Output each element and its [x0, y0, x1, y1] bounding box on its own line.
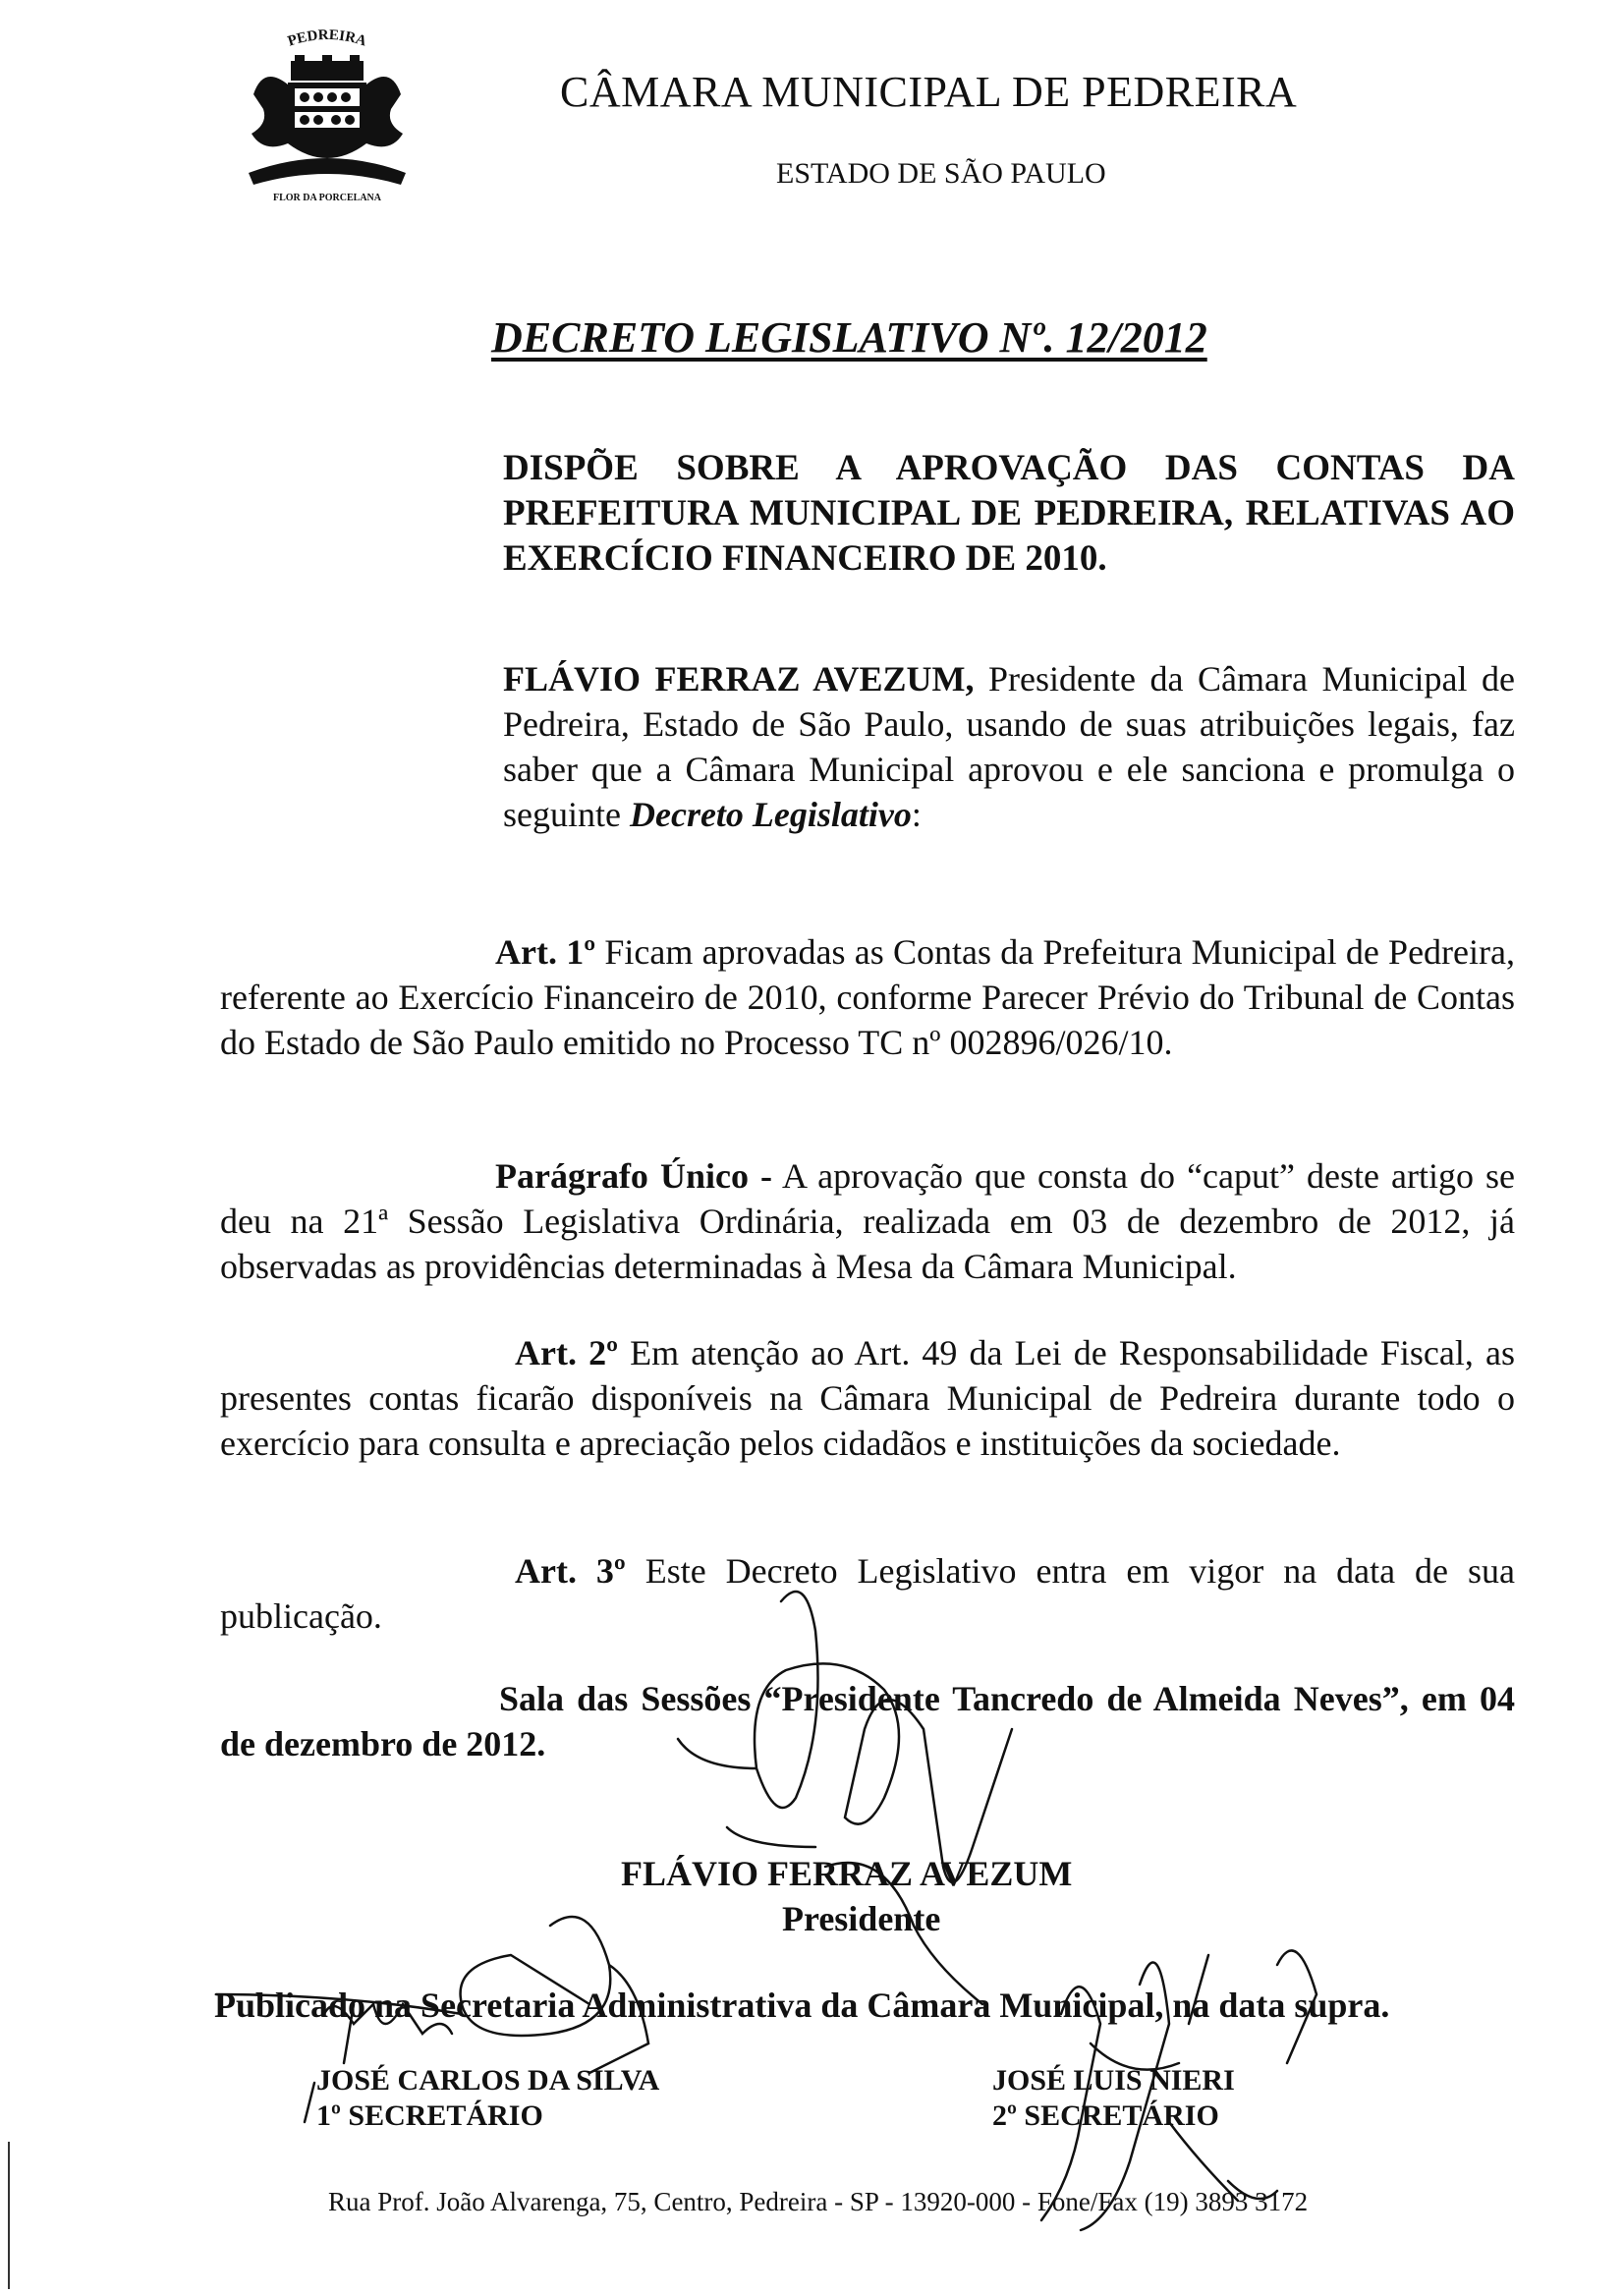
article-3 [220, 1548, 1515, 1639]
article-3-text: Este Decreto Legislativo entra em vigor na data de sua publicação. [220, 1551, 1515, 1636]
article-3-label: Art. 3º [515, 1551, 626, 1591]
intro-text: Presidente da Câmara Municipal de Pedreira, Estado de São Paulo, usando de suas atribuições legais, faz saber que a Câmara Municipal aprovou e ele sanciona e promulga o seguinte [503, 659, 1515, 834]
article-1-text: Ficam aprovadas as Contas da Prefeitura Municipal de Pedreira, referente ao Exercício Financeiro de 2010, conforme Parecer Prévio do Tribunal de Contas do Estado de São Paulo emitido no Processo TC nº 002896/026/10. [220, 932, 1515, 1062]
article-1-label: Art. 1º [495, 932, 596, 972]
scan-edge-line [8, 2142, 10, 2289]
article-2-text: Em atenção ao Art. 49 da Lei de Responsabilidade Fiscal, as presentes contas ficarão disponíveis na Câmara Municipal de Pedreira durante todo o exercício para consulta e apreciação pelos cidadãos e instituições da sociedade. [220, 1333, 1515, 1463]
chamber-name: CÂMARA MUNICIPAL DE PEDREIRA [560, 68, 1298, 116]
second-secretary-role: 2º SECRETÁRIO [992, 2099, 1219, 2132]
article-2-label: Art. 2º [515, 1333, 618, 1372]
article-1 [220, 929, 1515, 1065]
president-name: FLÁVIO FERRAZ AVEZUM, [503, 659, 975, 699]
second-secretary-name: JOSÉ LUIS NIERI [992, 2064, 1235, 2097]
signatory-role: Presidente [782, 1899, 941, 1938]
closing-place-date: Sala das Sessões “Presidente Tancredo de Almeida Neves”, em 04 de dezembro de 2012. [220, 1679, 1515, 1763]
sole-paragraph-label: Parágrafo Único - [495, 1156, 772, 1196]
state-name: ESTADO DE SÃO PAULO [776, 157, 1106, 190]
president-signature [678, 1592, 1012, 2004]
decree-title: DECRETO LEGISLATIVO Nº. 12/2012 [491, 313, 1207, 362]
decree-reference: Decreto Legislativo [629, 795, 912, 834]
first-secretary-name: JOSÉ CARLOS DA SILVA [316, 2064, 660, 2097]
article-2 [220, 1330, 1515, 1466]
crest-bottom-text: FLOR DA PORCELANA [272, 193, 382, 203]
intro-paragraph: FLÁVIO FERRAZ AVEZUM, Presidente da Câmara Municipal de Pedreira, Estado de São Paulo, usando de suas atribuições legais, faz saber que a Câmara Municipal aprovou e ele sanciona e promulga o seguinte Decreto Legislativo: [503, 659, 1515, 834]
municipal-crest-logo [234, 26, 420, 222]
sole-paragraph [220, 1153, 1515, 1289]
svg-text:PEDREIRA [286, 28, 368, 50]
first-secretary-block [316, 2063, 659, 2134]
footer-address: Rua Prof. João Alvarenga, 75, Centro, Pedreira - SP - 13920-000 - Fone/Fax (19) 3893 3172 [328, 2187, 1309, 2216]
second-secretary-block [992, 2063, 1235, 2134]
sole-paragraph-text: A aprovação que consta do “caput” deste artigo se deu na 21ª Sessão Legislativa Ordinária, realizada em 03 de dezembro de 2012, já observadas as providências determinadas à Mesa da Câmara Municipal. [220, 1156, 1515, 1286]
signatory-name: FLÁVIO FERRAZ AVEZUM [621, 1854, 1073, 1893]
crest-top-text: PEDREIRA [285, 27, 368, 50]
decree-summary: DISPÕE SOBRE A APROVAÇÃO DAS CONTAS DA PREFEITURA MUNICIPAL DE PEDREIRA, RELATIVAS AO EXERCÍCIO FINANCEIRO DE 2010. [503, 448, 1515, 579]
first-secretary-role: 1º SECRETÁRIO [316, 2099, 543, 2132]
publication-note: Publicado na Secretaria Administrativa da Câmara Municipal, na data supra. [214, 1986, 1390, 2025]
